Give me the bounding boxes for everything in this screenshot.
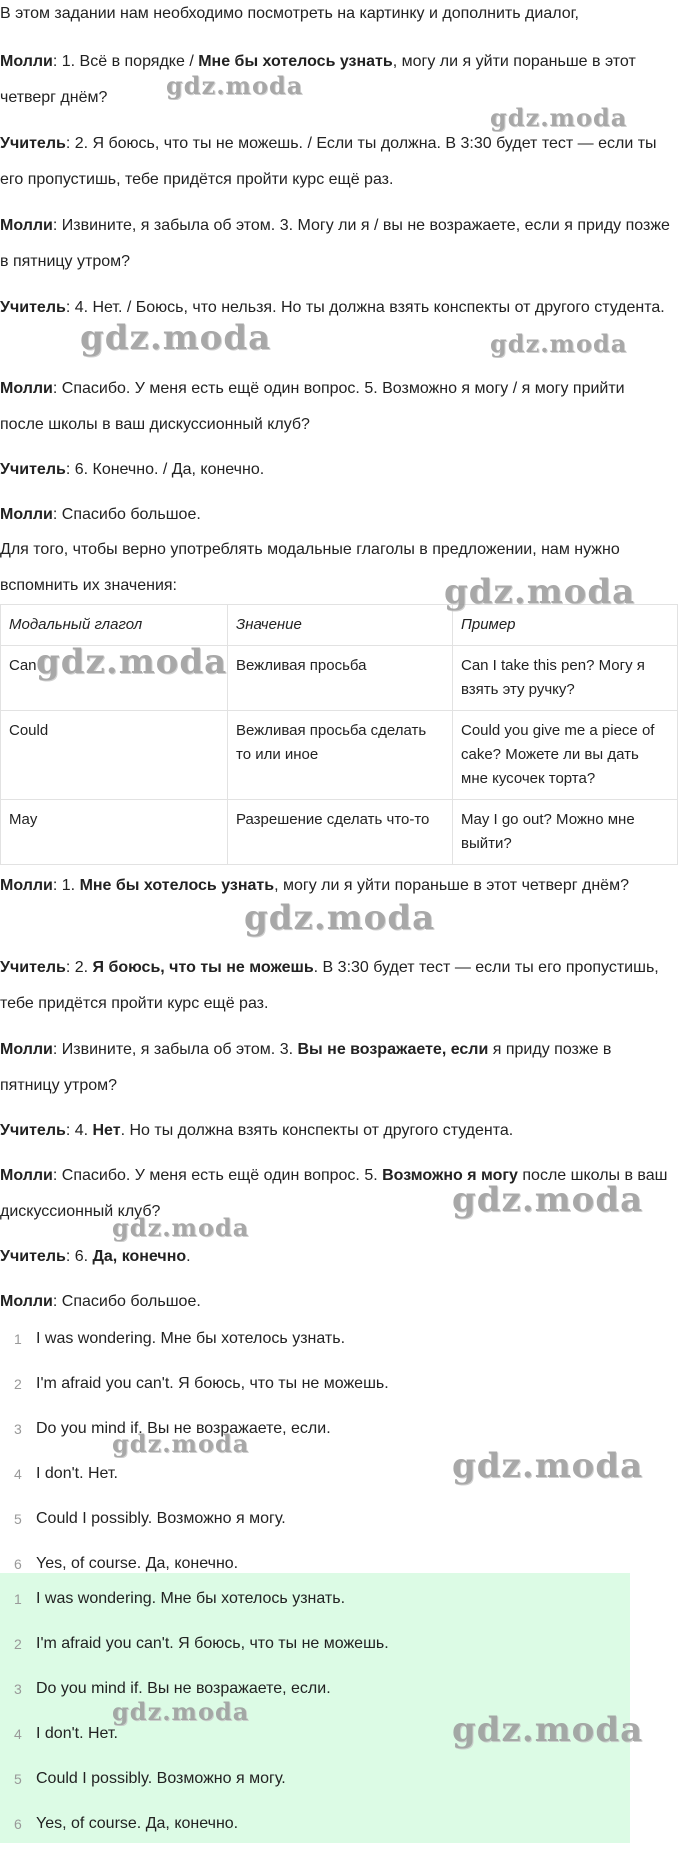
table-cell: Разрешение сделать что-то bbox=[228, 800, 453, 865]
line-bold: Да, конечно bbox=[92, 1248, 187, 1265]
table-row bbox=[1, 711, 678, 800]
line-bold: Нет bbox=[92, 1122, 121, 1139]
speaker: Молли bbox=[0, 380, 53, 397]
speaker: Молли bbox=[0, 53, 53, 70]
watermark: gdz.moda bbox=[112, 1213, 250, 1242]
line-bold: Мне бы хотелось узнать bbox=[198, 53, 393, 70]
line-bold: Я боюсь, что ты не можешь bbox=[92, 959, 314, 976]
list-number: 6 bbox=[14, 1816, 22, 1832]
list-number: 2 bbox=[14, 1636, 22, 1652]
list-number: 3 bbox=[14, 1681, 22, 1697]
line-text: я приду позже в пятницу утром? bbox=[0, 1041, 612, 1094]
list-text: I'm afraid you can't. Я боюсь, что ты не можешь. bbox=[36, 1375, 389, 1392]
table-header: Значение bbox=[228, 605, 453, 646]
table-cell: May I go out? Можно мне выйти? bbox=[453, 800, 678, 865]
list-item bbox=[0, 1321, 630, 1366]
table-cell: Can I take this pen? Могу я взять эту ручку? bbox=[453, 646, 678, 711]
line-text: : Спасибо. У меня есть ещё один вопрос. 5. Возможно я могу / я могу прийти после школы в ваш дискуссионный клуб? bbox=[0, 380, 625, 433]
intro-text: В этом задании нам необходимо посмотреть на картинку и дополнить диалог, bbox=[0, 5, 579, 22]
speaker: Молли bbox=[0, 1293, 53, 1310]
watermark: gdz.moda bbox=[490, 103, 628, 132]
speaker: Учитель bbox=[0, 461, 66, 478]
speaker: Молли bbox=[0, 877, 53, 894]
table-cell: Вежливая просьба сделать то или иное bbox=[228, 711, 453, 800]
line-text: : 1. bbox=[52, 877, 80, 894]
table-cell: Can bbox=[1, 646, 228, 711]
line-text: , могу ли я уйти пораньше в этот четверг днём? bbox=[274, 877, 629, 894]
speaker: Учитель bbox=[0, 299, 66, 316]
table-header: Модальный глагол bbox=[1, 605, 228, 646]
speaker: Молли bbox=[0, 506, 53, 523]
table-cell: May bbox=[1, 800, 228, 865]
line-text: : 6. bbox=[65, 1248, 93, 1265]
dialog2-line-3 bbox=[0, 1032, 672, 1104]
list-number: 5 bbox=[14, 1511, 22, 1527]
line-text: : 1. Всё в порядке / bbox=[52, 53, 199, 70]
line-text: : 2. bbox=[65, 959, 93, 976]
list-text: Yes, of course. Да, конечно. bbox=[36, 1555, 239, 1572]
line-text: : Спасибо большое. bbox=[52, 506, 201, 523]
table-header: Пример bbox=[453, 605, 678, 646]
speaker: Учитель bbox=[0, 1122, 66, 1139]
line-text: , могу ли я уйти пораньше в этот четверг днём? bbox=[0, 53, 636, 106]
dialog1-line-3 bbox=[0, 208, 672, 280]
watermark: gdz.moda bbox=[452, 1180, 644, 1220]
list-item bbox=[0, 1501, 630, 1546]
line-text: : Спасибо. У меня есть ещё один вопрос. 5. bbox=[52, 1167, 383, 1184]
dialog2-line-4 bbox=[0, 1113, 672, 1149]
line-text: после школы в ваш дискуссионный клуб? bbox=[0, 1167, 668, 1220]
table-intro: Для того, чтобы верно употреблять модальные глаголы в предложении, нам нужно вспомнить их значения: bbox=[0, 541, 620, 594]
speaker: Учитель bbox=[0, 1248, 66, 1265]
speaker: Молли bbox=[0, 217, 53, 234]
dialog2-line-7 bbox=[0, 1284, 672, 1320]
list-text: Could I possibly. Возможно я могу. bbox=[36, 1510, 286, 1527]
list-number: 2 bbox=[14, 1376, 22, 1392]
list-item bbox=[0, 1366, 630, 1411]
speaker: Учитель bbox=[0, 135, 66, 152]
line-text: : Извините, я забыла об этом. 3. Могу ли я / вы не возражаете, если я приду позже в пятницу утром? bbox=[0, 217, 670, 270]
dialog1-line-7 bbox=[0, 497, 672, 533]
speaker: Молли bbox=[0, 1167, 53, 1184]
watermark: gdz.moda bbox=[166, 71, 304, 100]
watermark: gdz.moda bbox=[112, 1429, 250, 1458]
list-text: I don't. Нет. bbox=[36, 1725, 118, 1742]
watermark: gdz.moda bbox=[444, 572, 636, 612]
line-bold: Мне бы хотелось узнать bbox=[79, 877, 275, 894]
speaker: Учитель bbox=[0, 959, 66, 976]
line-text: . Но ты должна взять конспекты от другого студента. bbox=[120, 1122, 514, 1139]
table-cell: Could bbox=[1, 711, 228, 800]
list-number: 1 bbox=[14, 1591, 22, 1607]
list-text: I'm afraid you can't. Я боюсь, что ты не можешь. bbox=[36, 1635, 389, 1652]
dialog1-line-6 bbox=[0, 452, 672, 488]
watermark: gdz.moda bbox=[80, 318, 272, 358]
watermark: gdz.moda bbox=[490, 329, 628, 358]
watermark: gdz.moda bbox=[36, 642, 228, 682]
table-row bbox=[1, 800, 678, 865]
dialog2-line-2 bbox=[0, 950, 672, 1022]
list-text: I don't. Нет. bbox=[36, 1465, 118, 1482]
list-text: I was wondering. Мне бы хотелось узнать. bbox=[36, 1330, 346, 1347]
speaker: Молли bbox=[0, 1041, 53, 1058]
watermark: gdz.moda bbox=[244, 898, 436, 938]
list-item bbox=[0, 1626, 630, 1671]
line-text: : Спасибо большое. bbox=[52, 1293, 201, 1310]
dialog2-line-6 bbox=[0, 1239, 672, 1275]
list-number: 1 bbox=[14, 1331, 22, 1347]
line-text: : 4. Нет. / Боюсь, что нельзя. Но ты должна взять конспекты от другого студента. bbox=[65, 299, 665, 316]
line-text: : Извините, я забыла об этом. 3. bbox=[52, 1041, 298, 1058]
line-text: : 6. Конечно. / Да, конечно. bbox=[65, 461, 265, 478]
list-item bbox=[0, 1761, 630, 1806]
list-text: Do you mind if. Вы не возражаете, если. bbox=[36, 1420, 331, 1437]
line-bold: Возможно я могу bbox=[382, 1167, 518, 1184]
table-cell: Вежливая просьба bbox=[228, 646, 453, 711]
table-cell: Could you give me a piece of cake? Можете ли вы дать мне кусочек торта? bbox=[453, 711, 678, 800]
line-text: . В 3:30 будет тест — если ты его пропустишь, тебе придётся пройти курс ещё раз. bbox=[0, 959, 659, 1012]
list-number: 5 bbox=[14, 1771, 22, 1787]
list-number: 6 bbox=[14, 1556, 22, 1572]
watermark: gdz.moda bbox=[452, 1446, 644, 1486]
dialog1-line-2 bbox=[0, 126, 672, 198]
list-text: Yes, of course. Да, конечно. bbox=[36, 1815, 239, 1832]
dialog1-line-5 bbox=[0, 371, 672, 443]
line-text: : 2. Я боюсь, что ты не можешь. / Если ты должна. В 3:30 будет тест — если ты его пропустишь, тебе придётся пройти курс ещё раз. bbox=[0, 135, 657, 188]
watermark: gdz.moda bbox=[112, 1697, 250, 1726]
watermark: gdz.moda bbox=[452, 1710, 644, 1750]
list-text: Could I possibly. Возможно я могу. bbox=[36, 1770, 286, 1787]
list-text: Do you mind if. Вы не возражаете, если. bbox=[36, 1680, 331, 1697]
line-text: . bbox=[186, 1248, 191, 1265]
list-number: 3 bbox=[14, 1421, 22, 1437]
line-text: : 4. bbox=[65, 1122, 93, 1139]
list-item bbox=[0, 1581, 630, 1626]
list-number: 4 bbox=[14, 1726, 22, 1742]
list-number: 4 bbox=[14, 1466, 22, 1482]
list-item bbox=[0, 1806, 630, 1851]
line-bold: Вы не возражаете, если bbox=[297, 1041, 489, 1058]
list-text: I was wondering. Мне бы хотелось узнать. bbox=[36, 1590, 346, 1607]
